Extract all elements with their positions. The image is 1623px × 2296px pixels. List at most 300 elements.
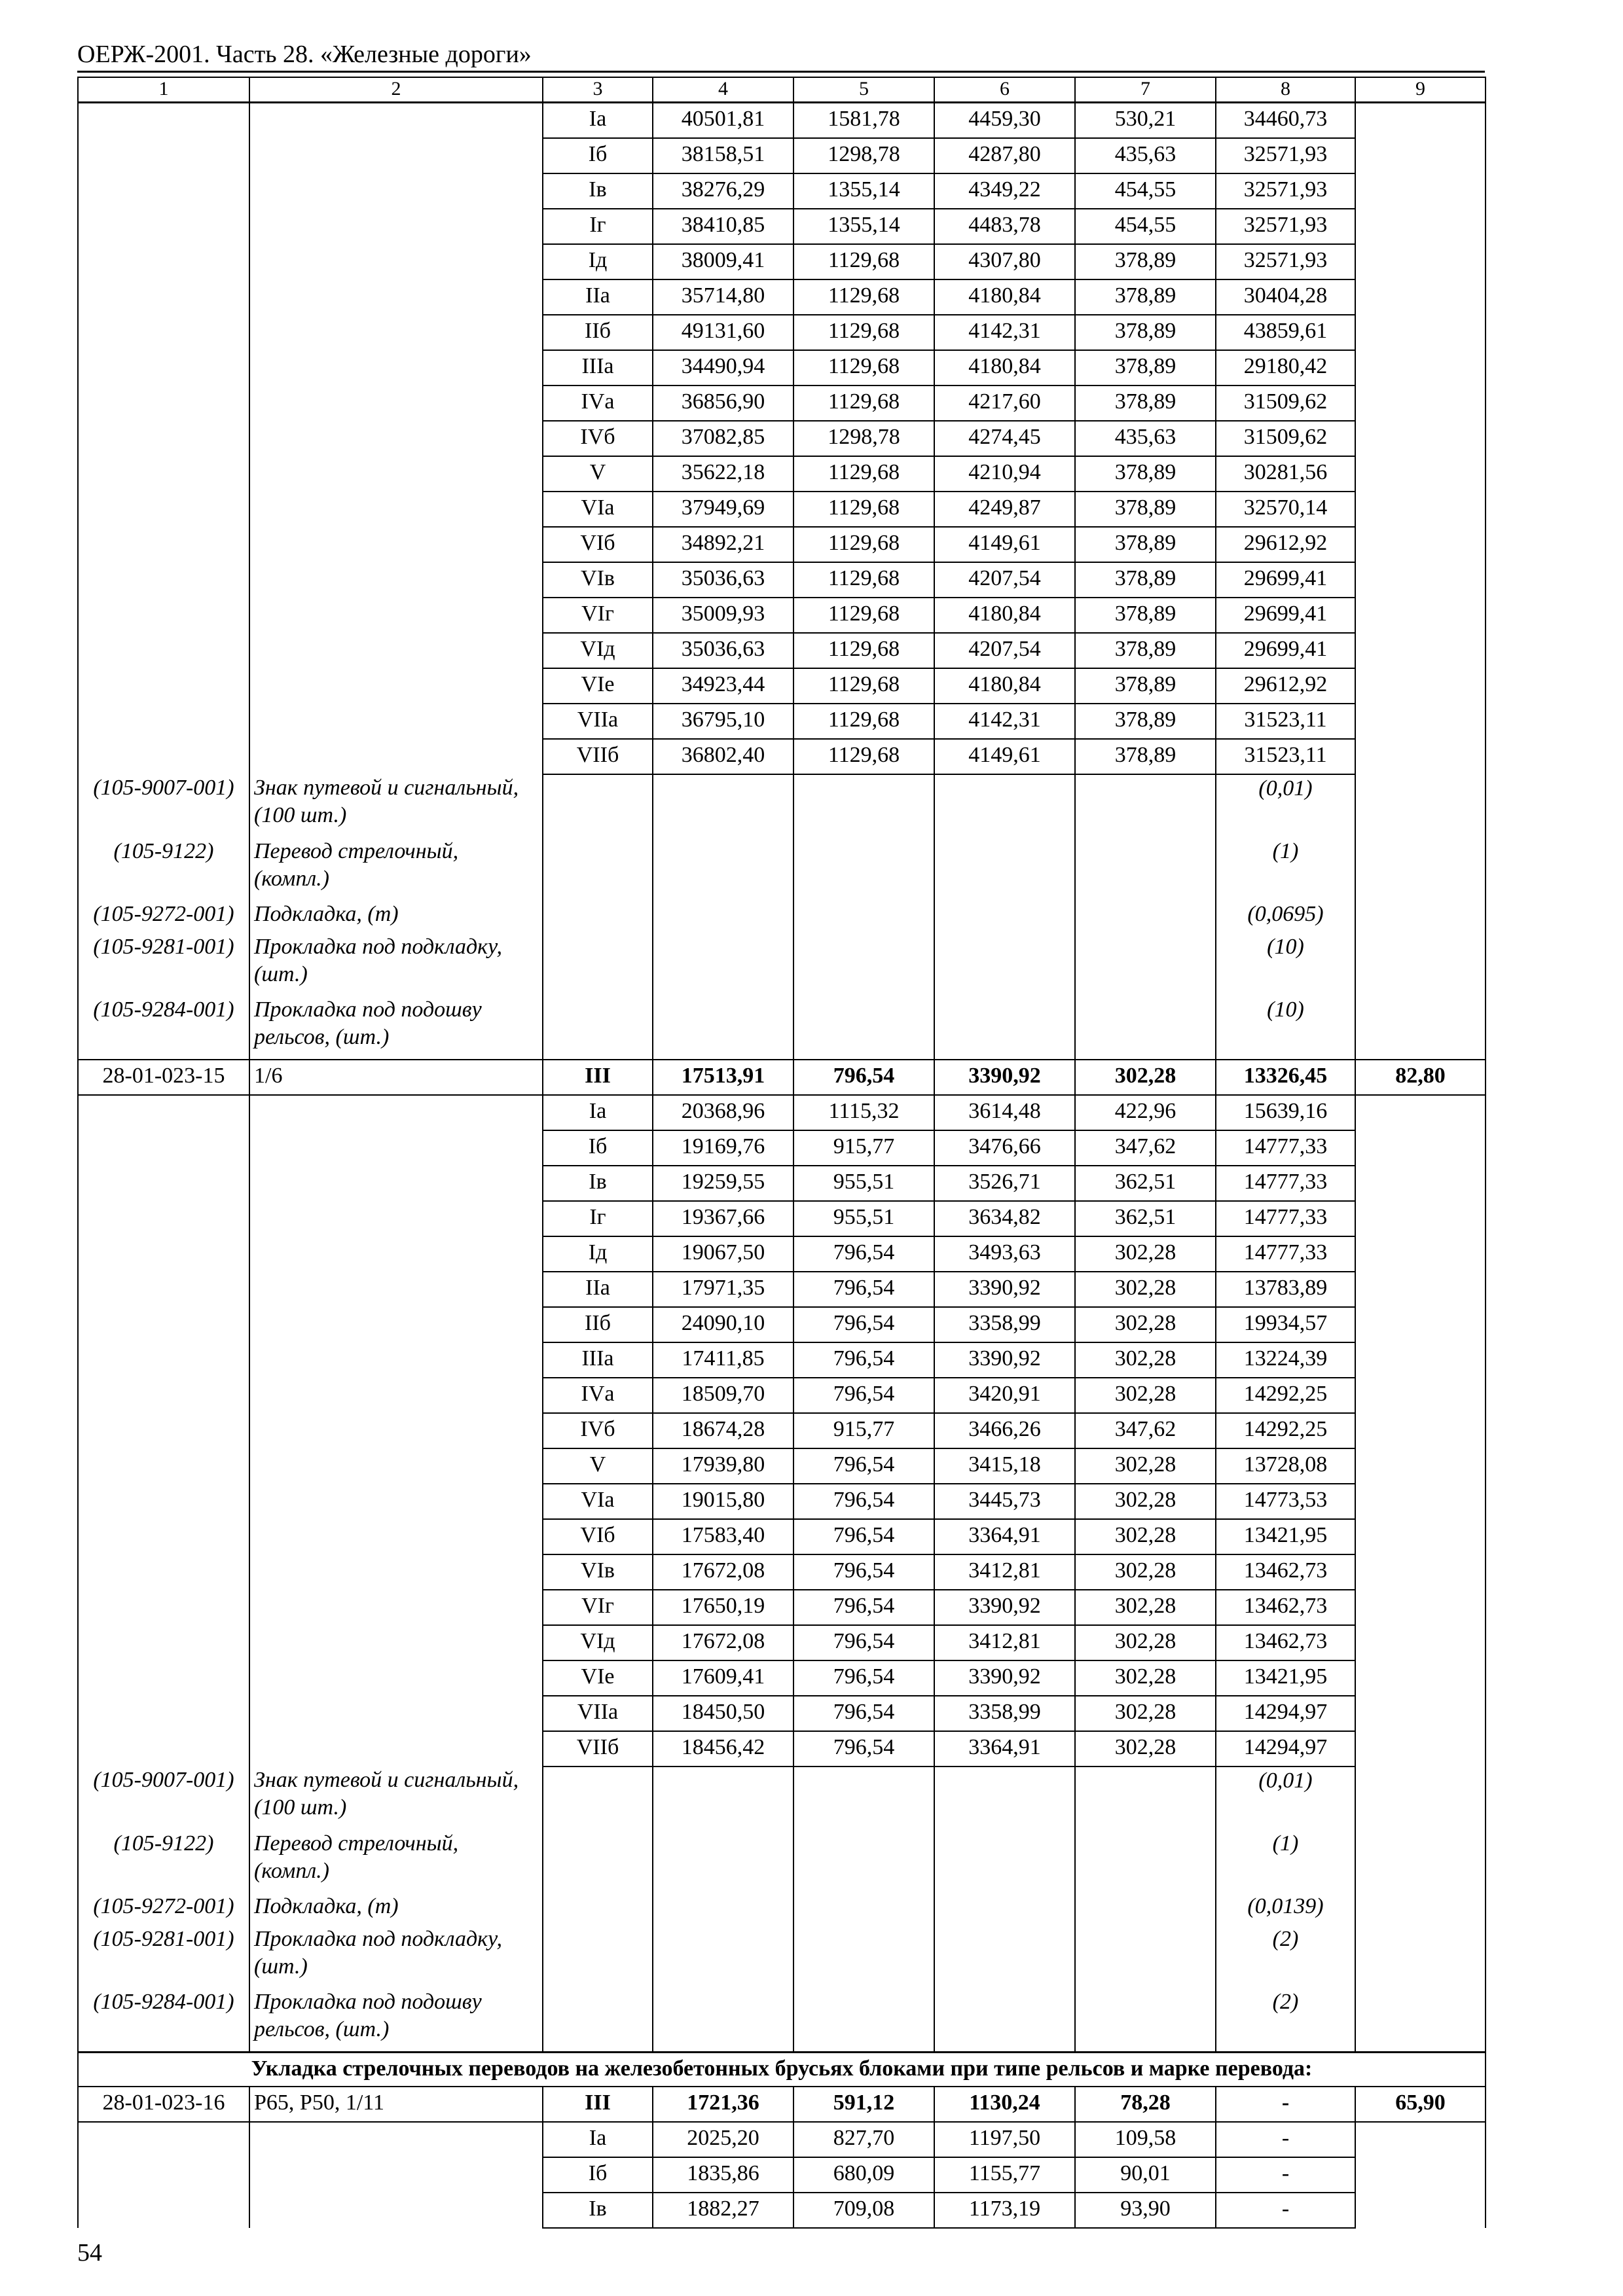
value-cell: 36795,10 bbox=[653, 704, 793, 739]
value-cell: 378,89 bbox=[1075, 739, 1216, 774]
value-cell: 378,89 bbox=[1075, 350, 1216, 386]
name-cell bbox=[249, 1625, 543, 1660]
code-cell bbox=[78, 598, 249, 633]
table-row bbox=[78, 1272, 1486, 1307]
empty-cell bbox=[1075, 774, 1216, 838]
col9-cell bbox=[1355, 1201, 1486, 1236]
value-cell: 915,77 bbox=[793, 1413, 934, 1448]
value-cell: 378,89 bbox=[1075, 527, 1216, 562]
col9-cell bbox=[1355, 1236, 1486, 1272]
col9-cell bbox=[1355, 1378, 1486, 1413]
value-cell: 18674,28 bbox=[653, 1413, 793, 1448]
name-cell bbox=[249, 1590, 543, 1625]
name-cell bbox=[249, 315, 543, 350]
resource-qty: (2) bbox=[1216, 1926, 1355, 1988]
name-cell bbox=[249, 244, 543, 279]
value-cell: 796,54 bbox=[793, 1378, 934, 1413]
table-row bbox=[78, 1307, 1486, 1342]
value-cell: 1129,68 bbox=[793, 456, 934, 492]
name-cell bbox=[249, 1448, 543, 1484]
value-cell: 3390,92 bbox=[934, 1660, 1075, 1696]
value-cell: 955,51 bbox=[793, 1166, 934, 1201]
code-cell bbox=[78, 2122, 249, 2157]
value-cell: 378,89 bbox=[1075, 492, 1216, 527]
resource-code: (105-9284-001) bbox=[78, 1988, 249, 2053]
value-cell: 796,54 bbox=[793, 1307, 934, 1342]
col9-cell: 65,90 bbox=[1355, 2087, 1486, 2122]
value-cell: 32571,93 bbox=[1216, 138, 1355, 173]
col9-cell bbox=[1355, 1590, 1486, 1625]
value-cell: 13462,73 bbox=[1216, 1625, 1355, 1660]
value-cell: 1129,68 bbox=[793, 244, 934, 279]
empty-cell bbox=[1075, 996, 1216, 1060]
value-cell: 19169,76 bbox=[653, 1130, 793, 1166]
value-cell: 1129,68 bbox=[793, 598, 934, 633]
value-cell: 1129,68 bbox=[793, 633, 934, 668]
column-number: 3 bbox=[543, 77, 653, 103]
name-cell: Р65, Р50, 1/11 bbox=[249, 2087, 543, 2122]
resource-name: Перевод стрелочный, (компл.) bbox=[249, 838, 543, 901]
empty-cell bbox=[1355, 933, 1486, 996]
name-cell bbox=[249, 1236, 543, 1272]
value-cell: 796,54 bbox=[793, 1448, 934, 1484]
table-row bbox=[78, 1554, 1486, 1590]
table-row bbox=[78, 1519, 1486, 1554]
value-cell: 3445,73 bbox=[934, 1484, 1075, 1519]
col9-cell bbox=[1355, 739, 1486, 774]
value-cell: 32571,93 bbox=[1216, 244, 1355, 279]
col9-cell bbox=[1355, 704, 1486, 739]
name-cell bbox=[249, 1484, 543, 1519]
column-number: 6 bbox=[934, 77, 1075, 103]
code-cell bbox=[78, 421, 249, 456]
value-cell: 302,28 bbox=[1075, 1519, 1216, 1554]
resource-code: (105-9007-001) bbox=[78, 774, 249, 838]
zone-cell: IIIа bbox=[543, 350, 653, 386]
empty-cell bbox=[934, 933, 1075, 996]
column-number: 7 bbox=[1075, 77, 1216, 103]
value-cell: 14292,25 bbox=[1216, 1413, 1355, 1448]
value-cell: 38410,85 bbox=[653, 209, 793, 244]
value-cell: 435,63 bbox=[1075, 138, 1216, 173]
code-cell bbox=[78, 1095, 249, 1130]
resource-name: Прокладка под подкладку, (шт.) bbox=[249, 933, 543, 996]
value-cell: 1129,68 bbox=[793, 704, 934, 739]
resource-code: (105-9272-001) bbox=[78, 1893, 249, 1926]
empty-cell bbox=[934, 1767, 1075, 1830]
resource-row bbox=[78, 1767, 1486, 1830]
section-row bbox=[78, 2053, 1486, 2087]
name-cell bbox=[249, 2193, 543, 2228]
empty-cell bbox=[934, 1988, 1075, 2053]
table-row bbox=[78, 421, 1486, 456]
resource-name: Подкладка, (т) bbox=[249, 901, 543, 933]
value-cell: 3390,92 bbox=[934, 1342, 1075, 1378]
resource-row bbox=[78, 774, 1486, 838]
value-cell: 29612,92 bbox=[1216, 527, 1355, 562]
name-cell bbox=[249, 456, 543, 492]
value-cell: 35036,63 bbox=[653, 633, 793, 668]
code-cell bbox=[78, 1484, 249, 1519]
value-cell: 17513,91 bbox=[653, 1060, 793, 1095]
value-cell: 29699,41 bbox=[1216, 598, 1355, 633]
table-row bbox=[78, 1660, 1486, 1696]
name-cell bbox=[249, 633, 543, 668]
value-cell: 4207,54 bbox=[934, 633, 1075, 668]
value-cell: 3412,81 bbox=[934, 1625, 1075, 1660]
table-row bbox=[78, 562, 1486, 598]
value-cell: 35036,63 bbox=[653, 562, 793, 598]
value-cell: 796,54 bbox=[793, 1484, 934, 1519]
code-cell bbox=[78, 386, 249, 421]
name-cell bbox=[249, 1307, 543, 1342]
col9-cell bbox=[1355, 315, 1486, 350]
name-cell bbox=[249, 527, 543, 562]
value-cell: 78,28 bbox=[1075, 2087, 1216, 2122]
empty-cell bbox=[543, 1988, 653, 2053]
section-title: Укладка стрелочных переводов на железобетонных брусьях блоками при типе рельсов и марке перевода: bbox=[78, 2053, 1486, 2087]
value-cell: 17939,80 bbox=[653, 1448, 793, 1484]
col9-cell bbox=[1355, 421, 1486, 456]
empty-cell bbox=[934, 901, 1075, 933]
zone-cell: IIIа bbox=[543, 1342, 653, 1378]
value-cell: 347,62 bbox=[1075, 1413, 1216, 1448]
value-cell: - bbox=[1216, 2087, 1355, 2122]
col9-cell bbox=[1355, 598, 1486, 633]
value-cell: 530,21 bbox=[1075, 103, 1216, 139]
value-cell: 1129,68 bbox=[793, 315, 934, 350]
value-cell: 4149,61 bbox=[934, 739, 1075, 774]
value-cell: 347,62 bbox=[1075, 1130, 1216, 1166]
value-cell: 302,28 bbox=[1075, 1236, 1216, 1272]
value-cell: 796,54 bbox=[793, 1660, 934, 1696]
zone-cell: VIв bbox=[543, 562, 653, 598]
empty-cell bbox=[1355, 1926, 1486, 1988]
zone-cell: IVа bbox=[543, 386, 653, 421]
page-header-title: ОЕРЖ-2001. Часть 28. «Железные дороги» bbox=[77, 41, 532, 68]
column-number: 1 bbox=[78, 77, 249, 103]
value-cell: 3614,48 bbox=[934, 1095, 1075, 1130]
value-cell: 4207,54 bbox=[934, 562, 1075, 598]
table-row bbox=[78, 1236, 1486, 1272]
value-cell: 1835,86 bbox=[653, 2157, 793, 2193]
empty-cell bbox=[793, 1830, 934, 1893]
resource-code: (105-9281-001) bbox=[78, 1926, 249, 1988]
col9-cell bbox=[1355, 1554, 1486, 1590]
empty-cell bbox=[653, 1893, 793, 1926]
name-cell bbox=[249, 739, 543, 774]
value-cell: 3634,82 bbox=[934, 1201, 1075, 1236]
code-cell bbox=[78, 1554, 249, 1590]
value-cell: 20368,96 bbox=[653, 1095, 793, 1130]
name-cell bbox=[249, 2122, 543, 2157]
value-cell: 3358,99 bbox=[934, 1307, 1075, 1342]
col9-cell bbox=[1355, 2193, 1486, 2228]
col9-cell bbox=[1355, 386, 1486, 421]
value-cell: 1581,78 bbox=[793, 103, 934, 139]
value-cell: 302,28 bbox=[1075, 1731, 1216, 1767]
value-cell: 30404,28 bbox=[1216, 279, 1355, 315]
value-cell: 378,89 bbox=[1075, 244, 1216, 279]
empty-cell bbox=[934, 1830, 1075, 1893]
value-cell: 35622,18 bbox=[653, 456, 793, 492]
resource-qty: (10) bbox=[1216, 933, 1355, 996]
zone-cell: IVб bbox=[543, 1413, 653, 1448]
value-cell: 1129,68 bbox=[793, 350, 934, 386]
empty-cell bbox=[543, 838, 653, 901]
value-cell: 302,28 bbox=[1075, 1590, 1216, 1625]
value-cell: 591,12 bbox=[793, 2087, 934, 2122]
page-header bbox=[77, 38, 1485, 73]
value-cell: 32571,93 bbox=[1216, 173, 1355, 209]
empty-cell bbox=[934, 1893, 1075, 1926]
value-cell: 796,54 bbox=[793, 1590, 934, 1625]
value-cell: 13421,95 bbox=[1216, 1519, 1355, 1554]
value-cell: 3493,63 bbox=[934, 1236, 1075, 1272]
name-cell bbox=[249, 562, 543, 598]
empty-cell bbox=[653, 838, 793, 901]
name-cell bbox=[249, 668, 543, 704]
empty-cell bbox=[1075, 1926, 1216, 1988]
name-cell bbox=[249, 1342, 543, 1378]
code-cell bbox=[78, 1625, 249, 1660]
name-cell bbox=[249, 279, 543, 315]
value-cell: 13728,08 bbox=[1216, 1448, 1355, 1484]
table-row bbox=[78, 2122, 1486, 2157]
value-cell: 796,54 bbox=[793, 1519, 934, 1554]
table-row bbox=[78, 244, 1486, 279]
zone-cell: Iв bbox=[543, 173, 653, 209]
empty-cell bbox=[653, 1926, 793, 1988]
empty-cell bbox=[1355, 1893, 1486, 1926]
value-cell: 796,54 bbox=[793, 1731, 934, 1767]
col9-cell bbox=[1355, 2122, 1486, 2157]
col9-cell bbox=[1355, 456, 1486, 492]
code-cell bbox=[78, 1307, 249, 1342]
column-number: 9 bbox=[1355, 77, 1486, 103]
code-cell bbox=[78, 244, 249, 279]
resource-qty: (0,0139) bbox=[1216, 1893, 1355, 1926]
value-cell: 3364,91 bbox=[934, 1519, 1075, 1554]
column-numbers-row bbox=[78, 77, 1486, 103]
zone-cell: VIIа bbox=[543, 704, 653, 739]
value-cell: 14777,33 bbox=[1216, 1236, 1355, 1272]
code-cell bbox=[78, 209, 249, 244]
col9-cell bbox=[1355, 103, 1486, 139]
empty-cell bbox=[543, 996, 653, 1060]
name-cell bbox=[249, 386, 543, 421]
empty-cell bbox=[543, 1830, 653, 1893]
value-cell: 796,54 bbox=[793, 1272, 934, 1307]
table-row bbox=[78, 1625, 1486, 1660]
zone-cell: VIе bbox=[543, 1660, 653, 1696]
empty-cell bbox=[543, 933, 653, 996]
column-number: 5 bbox=[793, 77, 934, 103]
value-cell: 915,77 bbox=[793, 1130, 934, 1166]
value-cell: 4459,30 bbox=[934, 103, 1075, 139]
table-row bbox=[78, 315, 1486, 350]
value-cell: 49131,60 bbox=[653, 315, 793, 350]
value-cell: 4180,84 bbox=[934, 668, 1075, 704]
value-cell: 17650,19 bbox=[653, 1590, 793, 1625]
code-cell bbox=[78, 1342, 249, 1378]
value-cell: 14777,33 bbox=[1216, 1201, 1355, 1236]
value-cell: 13783,89 bbox=[1216, 1272, 1355, 1307]
value-cell: 34460,73 bbox=[1216, 103, 1355, 139]
name-cell bbox=[249, 1696, 543, 1731]
empty-cell bbox=[793, 1988, 934, 2053]
value-cell: 18456,42 bbox=[653, 1731, 793, 1767]
zone-cell: Iв bbox=[543, 2193, 653, 2228]
col9-cell bbox=[1355, 1413, 1486, 1448]
code-cell bbox=[78, 173, 249, 209]
code-cell bbox=[78, 1590, 249, 1625]
col9-cell bbox=[1355, 492, 1486, 527]
zone-cell: VIIб bbox=[543, 1731, 653, 1767]
table-row bbox=[78, 456, 1486, 492]
empty-cell bbox=[1075, 1830, 1216, 1893]
value-cell: 1355,14 bbox=[793, 209, 934, 244]
col9-cell bbox=[1355, 1342, 1486, 1378]
value-cell: - bbox=[1216, 2157, 1355, 2193]
value-cell: 2025,20 bbox=[653, 2122, 793, 2157]
value-cell: 4149,61 bbox=[934, 527, 1075, 562]
empty-cell bbox=[1355, 1988, 1486, 2053]
code-cell bbox=[78, 1166, 249, 1201]
empty-cell bbox=[1075, 1767, 1216, 1830]
value-cell: 35009,93 bbox=[653, 598, 793, 633]
name-cell bbox=[249, 1413, 543, 1448]
value-cell: 378,89 bbox=[1075, 315, 1216, 350]
code-cell bbox=[78, 1448, 249, 1484]
code-cell bbox=[78, 527, 249, 562]
value-cell: 17411,85 bbox=[653, 1342, 793, 1378]
table-row bbox=[78, 103, 1486, 139]
resource-row bbox=[78, 901, 1486, 933]
table-row bbox=[78, 633, 1486, 668]
value-cell: 31523,11 bbox=[1216, 739, 1355, 774]
value-cell: 378,89 bbox=[1075, 704, 1216, 739]
name-cell bbox=[249, 103, 543, 139]
zone-cell: VIб bbox=[543, 527, 653, 562]
zone-cell: V bbox=[543, 1448, 653, 1484]
value-cell: 302,28 bbox=[1075, 1272, 1216, 1307]
resource-qty: (2) bbox=[1216, 1988, 1355, 2053]
value-cell: 1115,32 bbox=[793, 1095, 934, 1130]
zone-cell: Iг bbox=[543, 209, 653, 244]
table-row bbox=[78, 2087, 1486, 2122]
code-cell bbox=[78, 1696, 249, 1731]
zone-cell: Iг bbox=[543, 1201, 653, 1236]
value-cell: 43859,61 bbox=[1216, 315, 1355, 350]
col9-cell bbox=[1355, 209, 1486, 244]
resource-row bbox=[78, 933, 1486, 996]
value-cell: 4217,60 bbox=[934, 386, 1075, 421]
value-cell: 3476,66 bbox=[934, 1130, 1075, 1166]
resource-row bbox=[78, 1893, 1486, 1926]
value-cell: 302,28 bbox=[1075, 1060, 1216, 1095]
value-cell: 32571,93 bbox=[1216, 209, 1355, 244]
table-row bbox=[78, 1731, 1486, 1767]
rates-table bbox=[77, 77, 1486, 2229]
table-row bbox=[78, 1378, 1486, 1413]
resource-qty: (1) bbox=[1216, 1830, 1355, 1893]
value-cell: 38158,51 bbox=[653, 138, 793, 173]
empty-cell bbox=[793, 774, 934, 838]
value-cell: 1130,24 bbox=[934, 2087, 1075, 2122]
value-cell: 3390,92 bbox=[934, 1272, 1075, 1307]
value-cell: 378,89 bbox=[1075, 562, 1216, 598]
value-cell: 1298,78 bbox=[793, 138, 934, 173]
table-row bbox=[78, 279, 1486, 315]
value-cell: 3390,92 bbox=[934, 1590, 1075, 1625]
zone-cell: IVб bbox=[543, 421, 653, 456]
value-cell: 3415,18 bbox=[934, 1448, 1075, 1484]
name-cell bbox=[249, 1095, 543, 1130]
value-cell: 4180,84 bbox=[934, 350, 1075, 386]
empty-cell bbox=[543, 774, 653, 838]
value-cell: 955,51 bbox=[793, 1201, 934, 1236]
table-row bbox=[78, 1095, 1486, 1130]
code-cell bbox=[78, 562, 249, 598]
name-cell bbox=[249, 492, 543, 527]
resource-qty: (1) bbox=[1216, 838, 1355, 901]
value-cell: 3358,99 bbox=[934, 1696, 1075, 1731]
zone-cell: Iа bbox=[543, 2122, 653, 2157]
value-cell: 454,55 bbox=[1075, 173, 1216, 209]
value-cell: 4210,94 bbox=[934, 456, 1075, 492]
empty-cell bbox=[543, 1926, 653, 1988]
col9-cell bbox=[1355, 173, 1486, 209]
name-cell bbox=[249, 209, 543, 244]
col9-cell bbox=[1355, 527, 1486, 562]
name-cell bbox=[249, 704, 543, 739]
value-cell: 3364,91 bbox=[934, 1731, 1075, 1767]
zone-cell: IIб bbox=[543, 315, 653, 350]
rates-table-body bbox=[78, 77, 1486, 2228]
value-cell: 18450,50 bbox=[653, 1696, 793, 1731]
table-row bbox=[78, 704, 1486, 739]
value-cell: 302,28 bbox=[1075, 1660, 1216, 1696]
value-cell: 17583,40 bbox=[653, 1519, 793, 1554]
value-cell: 29699,41 bbox=[1216, 562, 1355, 598]
resource-qty: (10) bbox=[1216, 996, 1355, 1060]
code-cell: 28-01-023-15 bbox=[78, 1060, 249, 1095]
value-cell: 4483,78 bbox=[934, 209, 1075, 244]
value-cell: 1197,50 bbox=[934, 2122, 1075, 2157]
value-cell: 362,51 bbox=[1075, 1201, 1216, 1236]
value-cell: 13224,39 bbox=[1216, 1342, 1355, 1378]
table-row bbox=[78, 1342, 1486, 1378]
empty-cell bbox=[1075, 1988, 1216, 2053]
resource-qty: (0,0695) bbox=[1216, 901, 1355, 933]
value-cell: 3526,71 bbox=[934, 1166, 1075, 1201]
value-cell: 14777,33 bbox=[1216, 1130, 1355, 1166]
zone-cell: IIб bbox=[543, 1307, 653, 1342]
code-cell bbox=[78, 315, 249, 350]
value-cell: 90,01 bbox=[1075, 2157, 1216, 2193]
value-cell: 1129,68 bbox=[793, 562, 934, 598]
value-cell: 14294,97 bbox=[1216, 1731, 1355, 1767]
code-cell bbox=[78, 1731, 249, 1767]
value-cell: 302,28 bbox=[1075, 1342, 1216, 1378]
resource-qty: (0,01) bbox=[1216, 774, 1355, 838]
col9-cell bbox=[1355, 2157, 1486, 2193]
table-row bbox=[78, 1448, 1486, 1484]
value-cell: 302,28 bbox=[1075, 1448, 1216, 1484]
table-row bbox=[78, 1413, 1486, 1448]
empty-cell bbox=[934, 1926, 1075, 1988]
